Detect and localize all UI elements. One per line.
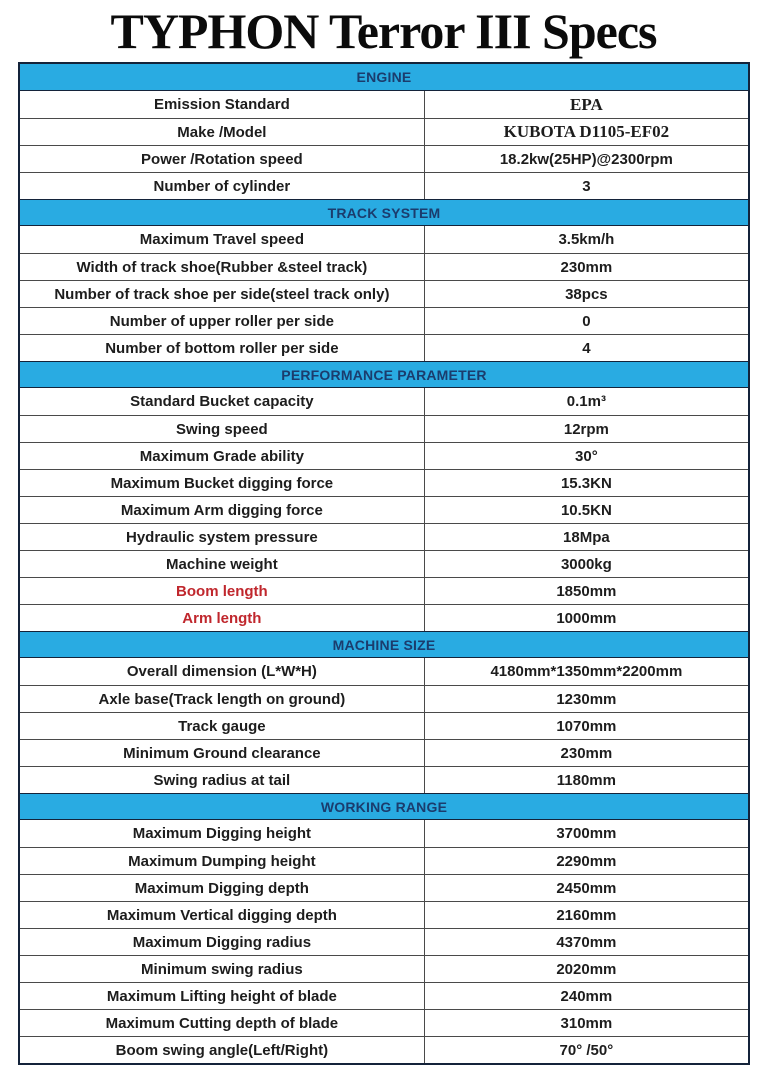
section-header bbox=[20, 64, 748, 91]
table-row bbox=[20, 739, 748, 766]
section-header bbox=[20, 199, 748, 226]
spec-label: Standard Bucket capacity bbox=[20, 388, 425, 415]
section-header-label: WORKING RANGE bbox=[320, 798, 448, 815]
spec-label: Boom swing angle(Left/Right) bbox=[20, 1037, 425, 1063]
spec-label: Boom length bbox=[20, 578, 425, 604]
table-row bbox=[20, 145, 748, 172]
table-row bbox=[20, 334, 748, 361]
table-row bbox=[20, 415, 748, 442]
spec-label: Track gauge bbox=[20, 713, 425, 739]
table-row bbox=[20, 469, 748, 496]
spec-value: 1850mm bbox=[556, 582, 617, 600]
spec-label: Maximum Bucket digging force bbox=[20, 470, 425, 496]
spec-value: 18.2kw(25HP)@2300rpm bbox=[499, 150, 673, 168]
spec-label: Maximum Digging radius bbox=[20, 929, 425, 955]
spec-value: 1070mm bbox=[556, 717, 617, 735]
table-row bbox=[20, 766, 748, 793]
spec-value: 30° bbox=[575, 447, 598, 465]
spec-value: 230mm bbox=[560, 258, 613, 276]
table-row bbox=[20, 91, 748, 118]
spec-value: 2290mm bbox=[556, 852, 617, 870]
spec-label: Axle base(Track length on ground) bbox=[20, 686, 425, 712]
table-row bbox=[20, 307, 748, 334]
spec-label: Make /Model bbox=[20, 119, 425, 145]
spec-label: Maximum Dumping height bbox=[20, 848, 425, 874]
spec-value: 1000mm bbox=[556, 609, 617, 627]
spec-table bbox=[18, 62, 750, 1065]
table-row bbox=[20, 685, 748, 712]
spec-label: Number of bottom roller per side bbox=[20, 335, 425, 361]
table-row bbox=[20, 874, 748, 901]
section-header-label: TRACK SYSTEM bbox=[327, 204, 441, 221]
spec-value: 15.3KN bbox=[560, 474, 612, 492]
spec-label: Overall dimension (L*W*H) bbox=[20, 658, 425, 685]
spec-label: Swing speed bbox=[20, 416, 425, 442]
table-row bbox=[20, 604, 748, 631]
spec-label: Number of cylinder bbox=[20, 173, 425, 199]
table-row bbox=[20, 901, 748, 928]
spec-value: EPA bbox=[570, 94, 603, 114]
table-row bbox=[20, 496, 748, 523]
spec-label: Power /Rotation speed bbox=[20, 146, 425, 172]
table-row bbox=[20, 577, 748, 604]
spec-value: 3700mm bbox=[556, 825, 617, 842]
spec-value: 2020mm bbox=[556, 960, 617, 978]
table-row bbox=[20, 226, 748, 253]
spec-value: 1230mm bbox=[556, 690, 617, 708]
table-row bbox=[20, 523, 748, 550]
spec-value: 10.5KN bbox=[560, 501, 612, 519]
spec-value: KUBOTA D1105-EF02 bbox=[503, 122, 670, 141]
spec-label: Hydraulic system pressure bbox=[20, 524, 425, 550]
spec-value: 1180mm bbox=[556, 771, 616, 789]
spec-label: Maximum Digging height bbox=[20, 820, 425, 847]
spec-label: Swing radius at tail bbox=[20, 767, 425, 793]
spec-label: Number of track shoe per side(steel track only) bbox=[20, 281, 425, 307]
table-row bbox=[20, 388, 748, 415]
spec-label: Arm length bbox=[20, 605, 425, 631]
table-row bbox=[20, 712, 748, 739]
spec-value: 230mm bbox=[560, 744, 613, 762]
spec-label: Maximum Cutting depth of blade bbox=[20, 1010, 425, 1036]
spec-value: 3000kg bbox=[560, 555, 612, 573]
spec-value: 240mm bbox=[560, 987, 613, 1005]
spec-value: 2450mm bbox=[556, 879, 617, 897]
table-row bbox=[20, 253, 748, 280]
table-row bbox=[20, 1036, 748, 1063]
section-header bbox=[20, 361, 748, 388]
table-row bbox=[20, 955, 748, 982]
spec-label: Emission Standard bbox=[20, 91, 425, 118]
spec-value: 12rpm bbox=[563, 420, 609, 438]
spec-label: Maximum Lifting height of blade bbox=[20, 983, 425, 1009]
spec-label: Maximum Arm digging force bbox=[20, 497, 425, 523]
table-row bbox=[20, 820, 748, 847]
spec-value: 2160mm bbox=[556, 906, 617, 924]
table-row bbox=[20, 658, 748, 685]
table-row bbox=[20, 982, 748, 1009]
table-row bbox=[20, 847, 748, 874]
spec-value: 70° /50° bbox=[559, 1041, 614, 1059]
spec-value: 4 bbox=[582, 339, 591, 357]
spec-label: Maximum Vertical digging depth bbox=[20, 902, 425, 928]
spec-label: Maximum Travel speed bbox=[20, 226, 425, 253]
spec-label: Machine weight bbox=[20, 551, 425, 577]
table-row bbox=[20, 280, 748, 307]
spec-value: 310mm bbox=[560, 1014, 613, 1032]
table-row bbox=[20, 550, 748, 577]
spec-label: Minimum swing radius bbox=[20, 956, 425, 982]
spec-label: Number of upper roller per side bbox=[20, 308, 425, 334]
section-header bbox=[20, 793, 748, 820]
spec-label: Maximum Grade ability bbox=[20, 443, 425, 469]
spec-label: Minimum Ground clearance bbox=[20, 740, 425, 766]
section-header-label: PERFORMANCE PARAMETER bbox=[281, 366, 487, 383]
section-header-label: MACHINE SIZE bbox=[332, 636, 436, 653]
spec-value: 4370mm bbox=[556, 933, 617, 951]
table-row bbox=[20, 1009, 748, 1036]
spec-value: 38pcs bbox=[565, 285, 608, 303]
spec-value: 3 bbox=[582, 177, 591, 195]
spec-value: 0 bbox=[582, 312, 591, 330]
spec-label: Width of track shoe(Rubber &steel track) bbox=[20, 254, 425, 280]
table-row bbox=[20, 928, 748, 955]
table-row bbox=[20, 442, 748, 469]
section-header bbox=[20, 631, 748, 658]
table-row bbox=[20, 172, 748, 199]
spec-label: Maximum Digging depth bbox=[20, 875, 425, 901]
spec-value: 4180mm*1350mm*2200mm bbox=[490, 663, 683, 680]
table-row bbox=[20, 118, 748, 145]
spec-value: 3.5km/h bbox=[558, 231, 615, 248]
spec-value: 0.1m³ bbox=[566, 393, 606, 410]
section-header-label: ENGINE bbox=[356, 69, 412, 85]
page-title: TYPHON Terror III Specs bbox=[110, 3, 657, 59]
spec-value: 18Mpa bbox=[563, 528, 610, 546]
